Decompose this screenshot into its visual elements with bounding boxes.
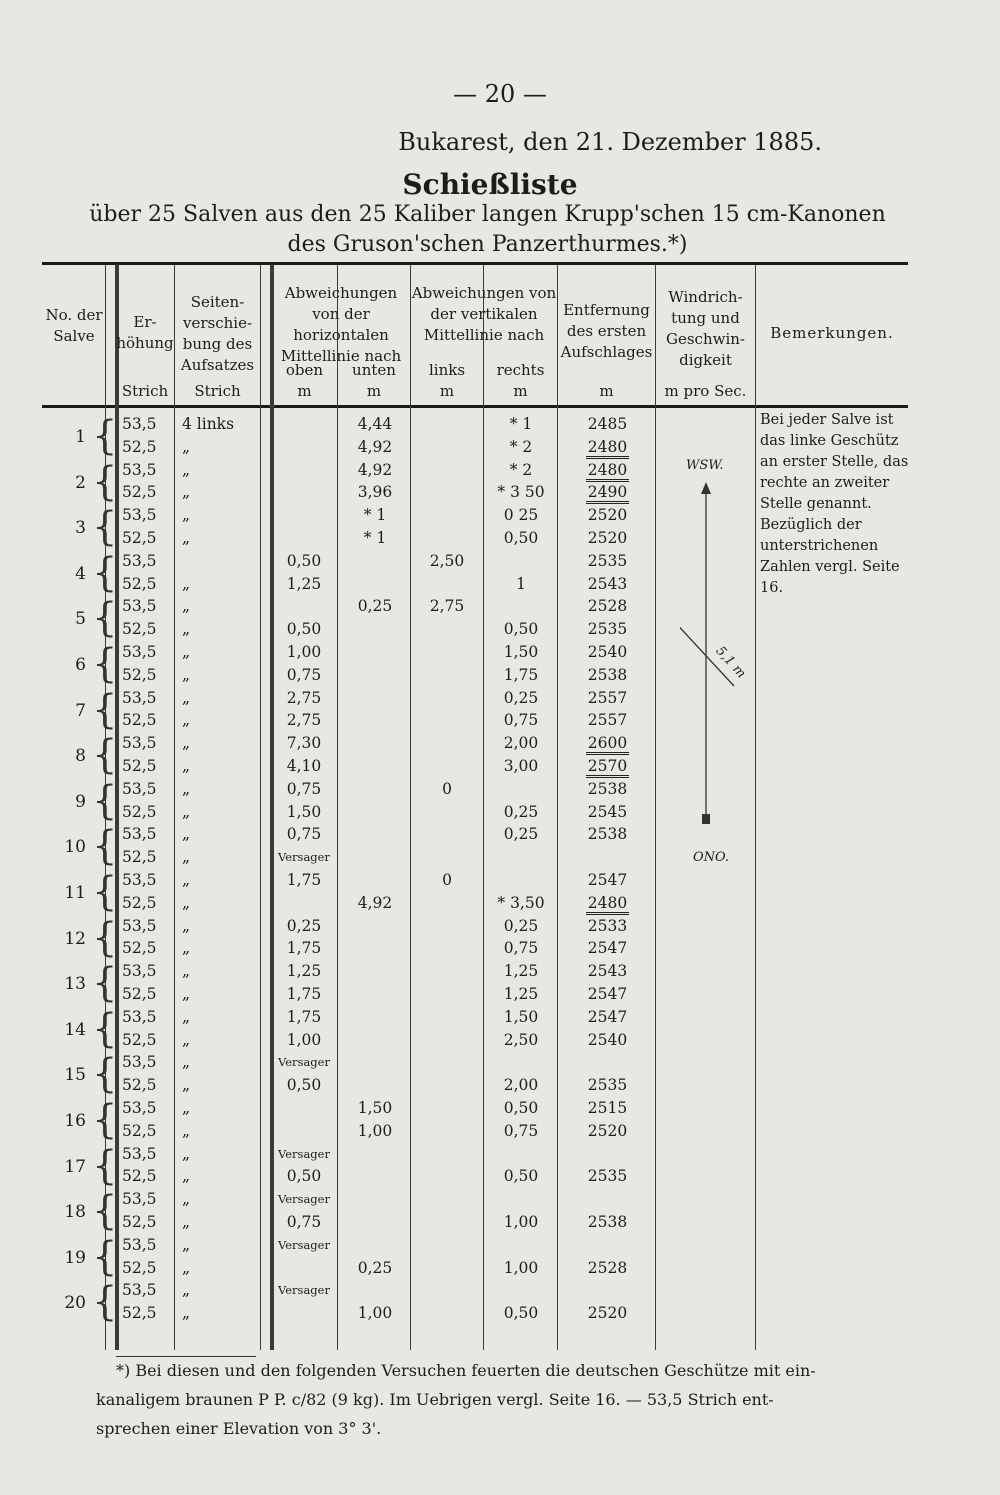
cell-un: 4,92 [357,437,393,456]
row-brace: { [92,1279,118,1326]
cell-e: 52,5 [122,1258,157,1277]
column-divider [260,265,261,1350]
cell-s: „ [182,825,191,844]
cell-r: 1,50 [503,1007,539,1026]
salve-number: 1 [75,427,86,447]
cell-l: 2,50 [429,551,465,570]
cell-r: * 3,50 [497,893,545,912]
header-erhoehung: Er- höhung [116,313,174,352]
cell-r: 0 25 [503,506,539,525]
cell-d [560,894,655,912]
salve-number: 12 [64,928,86,949]
column-divider [410,265,411,1350]
cell-r: 1,75 [503,665,539,684]
cell-o: 1,25 [286,962,322,981]
cell-o: 0,50 [286,551,322,570]
cell-s: „ [182,529,191,547]
cell-d [560,734,655,752]
salve-number: 9 [75,791,86,812]
cell-r: 2,50 [503,1030,539,1049]
cell-o: 1,75 [286,1007,322,1026]
cell-r: 0,25 [503,916,539,935]
cell-s: „ [182,1144,191,1163]
cell-s: „ [182,1281,191,1300]
cell-s: „ [182,939,191,958]
header-oben: oben [285,361,324,379]
cell-o: 7,30 [286,734,322,753]
cell-o: 1,75 [286,939,322,958]
header-unten: unten [352,361,396,379]
cell-s: „ [182,1213,191,1231]
cell-o: 0,50 [286,1076,322,1095]
cell-e: 53,5 [122,460,157,479]
cell-o: 0,50 [286,1167,322,1186]
cell-e: 52,5 [122,483,157,502]
cell-d: 2543 [587,574,628,593]
column-divider [337,265,338,1350]
cell-un: 1,50 [357,1099,393,1117]
cell-r: 2,00 [503,1076,539,1095]
cell-d: 2535 [587,1076,628,1095]
cell-r: 0,25 [503,688,539,707]
page-title: Schießliste [402,168,578,201]
cell-r: 0,50 [503,620,539,639]
unit-unten: m [366,382,382,400]
cell-un: 4,92 [357,460,393,479]
salve-number: 6 [75,655,86,675]
row-brace: { [92,413,118,459]
header-seitenverschiebung: Seiten- verschie- bung des Aufsatzes [180,293,255,374]
cell-e: 52,5 [122,1030,157,1049]
cell-e: 53,5 [122,1281,157,1300]
cell-d: 2538 [587,665,628,684]
salve-number: 5 [75,609,86,630]
cell-e: 52,5 [122,1167,157,1186]
row-brace: { [92,641,118,687]
cell-s: „ [182,1007,191,1026]
unit-oben: m [297,382,312,400]
unit-rechts: m [513,382,528,400]
cell-o: 1,25 [286,574,322,593]
cell-e: 53,5 [122,688,157,707]
cell-e: 53,5 [122,597,157,616]
cell-s: „ [182,916,191,935]
cell-l: 2,75 [429,597,465,616]
row-brace: { [92,686,118,733]
cell-d [560,757,655,775]
cell-s: „ [182,1030,191,1049]
cell-e: 52,5 [122,848,157,867]
cell-d: 2557 [587,711,628,730]
cell-s: „ [182,1235,191,1254]
cell-s: „ [182,1121,191,1140]
cell-e: 53,5 [122,415,157,433]
footnote-line-2: kanaligem braunen P P. c/82 (9 kg). Im Uebrigen vergl. Seite 16. — 53,5 Strich ent- [96,1390,774,1409]
remark-text: Bei jeder Salve ist das linke Geschütz an erster Stelle, das rechte an zweiter Stelle genannt. Bezüglich der unterstrichenen Zahlen vergl. Seite 16. [760,412,909,596]
underlined-distance: 2600 [587,734,628,753]
cell-e: 52,5 [122,985,157,1003]
cell-r: 1,25 [503,962,539,981]
cell-e: 52,5 [122,802,157,821]
cell-d: 2520 [587,1304,628,1323]
cell-un: * 1 [363,506,387,525]
salve-number: 15 [64,1065,86,1086]
cell-r: 0,25 [503,802,539,821]
salve-number: 16 [64,1111,86,1131]
salve-number: 3 [75,518,86,539]
cell-un: 4,92 [357,893,393,912]
cell-d: 2557 [587,688,628,707]
cell-d: 2538 [587,825,628,844]
cell-e: 53,5 [122,734,157,753]
cell-e: 52,5 [122,1076,157,1095]
cell-e: 53,5 [122,1144,157,1163]
cell-r: 0,25 [503,825,539,844]
cell-s: „ [182,620,191,639]
cell-s: „ [182,893,191,912]
unit-entfernung: m [599,382,614,400]
cell-r: 1,00 [503,1258,539,1277]
cell-r: * 2 [509,437,533,456]
header-links: links [428,361,466,379]
salve-number: 11 [64,883,86,903]
cell-d: 2535 [587,1167,628,1186]
cell-r: 0,50 [503,529,539,547]
cell-s: „ [182,962,191,981]
cell-d: 2533 [587,916,628,935]
cell-d: 2547 [587,1007,628,1026]
row-brace: { [92,458,118,505]
cell-e: 53,5 [122,871,157,889]
cell-e: 53,5 [122,643,157,661]
cell-l: 0 [442,871,452,889]
cell-d: 2547 [587,871,628,889]
underlined-distance: 2570 [587,757,628,775]
subtitle-line-1: über 25 Salven aus den 25 Kaliber langen Krupp'schen 15 cm-Kanonen [89,202,886,227]
row-brace: { [92,595,118,642]
cell-s: „ [182,871,191,889]
cell-r: 0,75 [503,711,539,730]
underlined-distance: 2480 [587,437,628,456]
cell-r: 1,50 [503,643,539,661]
cell-s: „ [182,711,191,730]
cell-r: * 1 [509,415,533,433]
cell-s: „ [182,574,191,593]
cell-d: 2547 [587,985,628,1003]
cell-o: 2,75 [286,711,322,730]
cell-r: 1 [516,574,526,593]
cell-e: 53,5 [122,506,157,525]
row-brace: { [92,504,118,551]
cell-o: Versager [278,1146,330,1161]
cell-e: 53,5 [122,962,157,981]
cell-o: 0,75 [286,779,322,798]
cell-d: 2520 [587,529,628,547]
cell-s: „ [182,1053,191,1072]
row-brace: { [92,1142,118,1189]
row-brace: { [92,914,118,961]
cell-r: 2,00 [503,734,539,753]
cell-s: „ [182,460,191,479]
cell-s: „ [182,437,191,456]
cell-o: 0,75 [286,665,322,684]
unit-wind: m pro Sec. [664,382,747,400]
cell-d: 2538 [587,779,628,798]
cell-o: 0,50 [286,620,322,639]
header-bemerkungen: Bemerkungen. [770,324,894,342]
wind-label-bottom: ONO. [693,850,730,865]
cell-d: 2528 [587,1258,628,1277]
header-rechts: rechts [496,361,545,379]
row-brace: { [92,732,118,779]
cell-s: „ [182,734,191,753]
cell-o: Versager [278,1192,330,1207]
column-divider [174,265,175,1350]
cell-d: 2540 [587,643,628,661]
cell-r: 1,25 [503,985,539,1003]
salve-number: 2 [75,472,86,493]
cell-e: 52,5 [122,529,157,547]
page-number: — 20 — [453,80,547,108]
cell-s: „ [182,1190,191,1209]
cell-o: 1,00 [286,1030,322,1049]
header-salve: No. der Salve [45,306,103,345]
cell-r: 0,50 [503,1167,539,1186]
wind-arrow-tail [702,814,710,824]
unit-seitenverschiebung: Strich [194,382,241,400]
cell-o: 1,50 [286,802,322,821]
cell-e: 52,5 [122,574,157,593]
cell-r: 0,75 [503,939,539,958]
cell-r: 1,00 [503,1213,539,1231]
cell-r: 0,75 [503,1121,539,1140]
cell-o: 1,00 [286,643,322,661]
cell-s: „ [182,985,191,1003]
cell-d: 2538 [587,1213,628,1231]
cell-d [560,438,655,456]
cell-o: Versager [278,1055,330,1070]
salve-number: 4 [75,563,86,584]
cell-e: 52,5 [122,1213,157,1231]
cell-d: 2520 [587,506,628,525]
cell-e: 53,5 [122,551,157,570]
table-top-rule [42,262,908,265]
cell-s: „ [182,665,191,684]
cell-e: 52,5 [122,1121,157,1140]
cell-e: 52,5 [122,939,157,958]
cell-r: * 3 50 [497,483,545,502]
cell-e: 53,5 [122,1099,157,1117]
cell-s: „ [182,597,191,616]
cell-un: * 1 [363,529,387,547]
cell-d: 2535 [587,551,628,570]
cell-r: 0,50 [503,1099,539,1117]
cell-e: 53,5 [122,1053,157,1072]
cell-e: 53,5 [122,825,157,844]
cell-o: 1,75 [286,871,322,889]
salve-number: 8 [75,746,86,767]
cell-s: „ [182,1099,191,1117]
wind-label-speed: 5,1 m [712,643,749,682]
cell-un: 4,44 [357,415,393,433]
cell-e: 53,5 [122,1007,157,1026]
cell-s: „ [182,688,191,707]
cell-o: 0,75 [286,1213,322,1231]
cell-d [560,461,655,479]
cell-e: 52,5 [122,437,157,456]
cell-d: 2515 [587,1099,628,1117]
row-brace: { [92,1097,118,1143]
salve-number: 20 [64,1293,86,1314]
cell-o: Versager [278,1237,330,1252]
row-brace: { [92,823,118,870]
cell-o: 0,25 [286,916,322,935]
cell-d: 2485 [587,415,628,433]
cell-r: * 2 [509,460,533,479]
header-entfernung: Entfernung des ersten Aufschlages [560,301,653,361]
cell-un: 3,96 [357,483,393,502]
unit-erhoehung: Strich [121,382,169,400]
cell-d [560,483,655,501]
cell-d: 2543 [587,962,628,981]
footnote-line-3: sprechen einer Elevation von 3° 3'. [96,1419,382,1438]
cell-o: Versager [278,850,330,865]
row-brace: { [92,549,118,596]
cell-d: 2520 [587,1121,628,1140]
row-brace: { [92,869,118,915]
cell-un: 1,00 [357,1121,393,1140]
header-windrichtung: Windrich- tung und Geschwin- digkeit [666,288,745,369]
column-divider [557,265,558,1350]
cell-e: 53,5 [122,916,157,935]
cell-d: 2545 [587,802,628,821]
subtitle-line-2: des Gruson'schen Panzerthurmes.*) [287,232,688,257]
cell-e: 53,5 [122,1190,157,1209]
cell-e: 52,5 [122,620,157,639]
header-abweichung-vertikal: Abweichungen von der vertikalen Mittellinie nach [411,284,557,344]
cell-s: „ [182,1258,191,1277]
cell-s: „ [182,506,191,525]
column-divider [655,265,656,1350]
salve-number: 13 [64,974,86,995]
salve-number: 10 [64,837,86,858]
cell-e: 52,5 [122,711,157,730]
cell-un: 1,00 [357,1304,393,1323]
cell-o: 0,75 [286,825,322,844]
wind-arrow-head [701,482,711,494]
cell-s: „ [182,483,191,502]
underlined-distance: 2480 [587,460,628,479]
unit-links: m [439,382,455,400]
cell-d: 2528 [587,597,628,616]
cell-e: 52,5 [122,757,157,775]
cell-d: 2547 [587,939,628,958]
cell-o: 4,10 [286,757,322,775]
cell-r: 3,00 [503,757,539,775]
cell-s: „ [182,757,191,775]
row-brace: { [92,777,118,824]
salve-number: 17 [64,1156,86,1177]
table-header-rule [42,405,908,408]
cell-s: „ [182,779,191,798]
cell-o: 1,75 [286,985,322,1003]
cell-d: 2540 [587,1030,628,1049]
salve-number: 7 [75,700,86,721]
column-divider [755,265,756,1350]
salve-number: 18 [64,1202,86,1223]
cell-s: „ [182,1304,191,1323]
row-brace: { [92,960,118,1007]
row-brace: { [92,1051,118,1098]
cell-o: 2,75 [286,688,322,707]
cell-e: 52,5 [122,893,157,912]
cell-s: „ [182,1076,191,1095]
salve-number: 19 [64,1247,86,1268]
cell-e: 52,5 [122,665,157,684]
cell-r: 0,50 [503,1304,539,1323]
cell-e: 53,5 [122,1235,157,1254]
cell-d: 2535 [587,620,628,639]
header-abweichung-horizontal: Abweichungen von der horizontalen Mittellinie nach [280,284,402,365]
row-brace: { [92,1233,118,1280]
cell-s: „ [182,1167,191,1186]
cell-un: 0,25 [357,1258,393,1277]
place-date: Bukarest, den 21. Dezember 1885. [398,128,822,156]
column-divider [483,265,484,1350]
cell-s: „ [182,643,191,661]
cell-l: 0 [442,779,452,798]
cell-e: 52,5 [122,1304,157,1323]
cell-un: 0,25 [357,597,393,616]
wind-label-top: WSW. [686,458,724,473]
underlined-distance: 2480 [587,893,628,912]
row-brace: { [92,1188,118,1235]
cell-e: 53,5 [122,779,157,798]
row-brace: { [92,1005,118,1052]
cell-s: „ [182,802,191,821]
cell-s: „ [182,848,191,867]
underlined-distance: 2490 [587,483,628,502]
cell-o: Versager [278,1283,330,1298]
cell-s: 4 links [182,415,235,433]
salve-number: 14 [64,1019,86,1040]
footnote-line-1: *) Bei diesen und den folgenden Versuchen feuerten die deutschen Geschütze mit ein- [116,1361,816,1380]
